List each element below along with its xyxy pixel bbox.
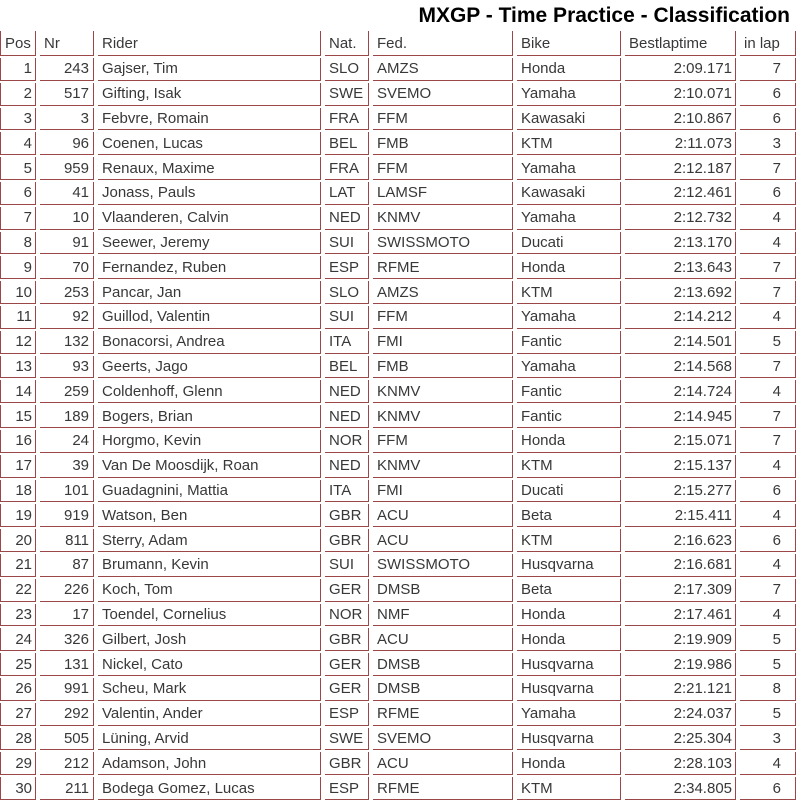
cell-nr: 505 xyxy=(40,728,94,751)
cell-bike: Kawasaki xyxy=(517,182,621,205)
cell-nr: 3 xyxy=(40,108,94,131)
cell-nat: SLO xyxy=(325,281,369,304)
cell-inlap: 4 xyxy=(740,504,796,527)
cell-bike: Honda xyxy=(517,752,621,775)
cell-bike: Husqvarna xyxy=(517,728,621,751)
cell-nat: NED xyxy=(325,380,369,403)
cell-rider: Adamson, John xyxy=(98,752,321,775)
cell-nr: 212 xyxy=(40,752,94,775)
table-row xyxy=(0,232,796,255)
cell-pos: 6 xyxy=(0,182,36,205)
cell-nat: NOR xyxy=(325,430,369,453)
cell-bike: Yamaha xyxy=(517,207,621,230)
cell-pos: 19 xyxy=(0,504,36,527)
cell-nr: 87 xyxy=(40,554,94,577)
cell-nr: 101 xyxy=(40,480,94,503)
cell-nat: FRA xyxy=(325,157,369,180)
cell-pos: 23 xyxy=(0,604,36,627)
cell-fed: AMZS xyxy=(373,281,513,304)
cell-inlap: 7 xyxy=(740,157,796,180)
cell-nr: 70 xyxy=(40,256,94,279)
cell-inlap: 6 xyxy=(740,182,796,205)
cell-nr: 41 xyxy=(40,182,94,205)
cell-nat: SUI xyxy=(325,232,369,255)
cell-bike: KTM xyxy=(517,132,621,155)
cell-rider: Lüning, Arvid xyxy=(98,728,321,751)
cell-pos: 4 xyxy=(0,132,36,155)
cell-rider: Gajser, Tim xyxy=(98,58,321,81)
cell-bestlaptime: 2:15.411 xyxy=(625,504,736,527)
column-header-nr: Nr xyxy=(40,31,94,56)
cell-nr: 292 xyxy=(40,703,94,726)
cell-nr: 92 xyxy=(40,306,94,329)
table-row xyxy=(0,380,796,403)
cell-nat: SUI xyxy=(325,306,369,329)
cell-bike: Beta xyxy=(517,504,621,527)
table-header xyxy=(0,31,796,56)
column-header-bestlaptime: Bestlaptime xyxy=(625,31,736,56)
cell-nr: 91 xyxy=(40,232,94,255)
table-row xyxy=(0,604,796,627)
cell-bestlaptime: 2:14.724 xyxy=(625,380,736,403)
cell-nat: GBR xyxy=(325,752,369,775)
cell-bike: Husqvarna xyxy=(517,678,621,701)
cell-fed: RFME xyxy=(373,777,513,800)
cell-rider: Watson, Ben xyxy=(98,504,321,527)
cell-fed: SWISSMOTO xyxy=(373,554,513,577)
cell-inlap: 3 xyxy=(740,728,796,751)
table-row xyxy=(0,207,796,230)
cell-fed: FFM xyxy=(373,157,513,180)
cell-nr: 96 xyxy=(40,132,94,155)
cell-inlap: 7 xyxy=(740,281,796,304)
cell-nr: 253 xyxy=(40,281,94,304)
cell-bestlaptime: 2:34.805 xyxy=(625,777,736,800)
table-row xyxy=(0,504,796,527)
cell-rider: Sterry, Adam xyxy=(98,529,321,552)
cell-bike: KTM xyxy=(517,777,621,800)
cell-pos: 24 xyxy=(0,628,36,651)
cell-rider: Seewer, Jeremy xyxy=(98,232,321,255)
table-row xyxy=(0,281,796,304)
table-row xyxy=(0,554,796,577)
cell-fed: SVEMO xyxy=(373,728,513,751)
cell-inlap: 4 xyxy=(740,207,796,230)
cell-pos: 17 xyxy=(0,455,36,478)
cell-inlap: 7 xyxy=(740,356,796,379)
cell-fed: FMI xyxy=(373,331,513,354)
cell-bestlaptime: 2:10.867 xyxy=(625,108,736,131)
cell-rider: Coenen, Lucas xyxy=(98,132,321,155)
cell-nat: SLO xyxy=(325,58,369,81)
cell-inlap: 7 xyxy=(740,405,796,428)
classification-table xyxy=(0,29,800,802)
cell-nat: FRA xyxy=(325,108,369,131)
cell-fed: FMI xyxy=(373,480,513,503)
cell-pos: 8 xyxy=(0,232,36,255)
cell-nat: NED xyxy=(325,405,369,428)
cell-fed: SVEMO xyxy=(373,83,513,106)
table-row xyxy=(0,405,796,428)
cell-nr: 959 xyxy=(40,157,94,180)
cell-nr: 131 xyxy=(40,653,94,676)
cell-fed: LAMSF xyxy=(373,182,513,205)
cell-bike: Yamaha xyxy=(517,83,621,106)
table-row xyxy=(0,430,796,453)
cell-bike: Ducati xyxy=(517,480,621,503)
cell-rider: Koch, Tom xyxy=(98,579,321,602)
cell-bestlaptime: 2:12.732 xyxy=(625,207,736,230)
cell-inlap: 5 xyxy=(740,628,796,651)
column-header-pos: Pos xyxy=(0,31,36,56)
table-row xyxy=(0,356,796,379)
cell-bestlaptime: 2:13.692 xyxy=(625,281,736,304)
cell-nr: 189 xyxy=(40,405,94,428)
cell-inlap: 3 xyxy=(740,132,796,155)
cell-rider: Fernandez, Ruben xyxy=(98,256,321,279)
cell-pos: 2 xyxy=(0,83,36,106)
cell-nat: ESP xyxy=(325,256,369,279)
cell-inlap: 4 xyxy=(740,306,796,329)
cell-nr: 991 xyxy=(40,678,94,701)
cell-inlap: 4 xyxy=(740,752,796,775)
table-row xyxy=(0,455,796,478)
cell-bestlaptime: 2:10.071 xyxy=(625,83,736,106)
cell-bestlaptime: 2:14.501 xyxy=(625,331,736,354)
cell-pos: 15 xyxy=(0,405,36,428)
cell-bestlaptime: 2:25.304 xyxy=(625,728,736,751)
cell-fed: KNMV xyxy=(373,207,513,230)
cell-inlap: 4 xyxy=(740,455,796,478)
cell-pos: 14 xyxy=(0,380,36,403)
cell-nat: BEL xyxy=(325,356,369,379)
cell-pos: 12 xyxy=(0,331,36,354)
cell-bestlaptime: 2:15.277 xyxy=(625,480,736,503)
cell-nat: BEL xyxy=(325,132,369,155)
cell-rider: Gilbert, Josh xyxy=(98,628,321,651)
cell-fed: KNMV xyxy=(373,405,513,428)
cell-fed: FFM xyxy=(373,108,513,131)
cell-inlap: 6 xyxy=(740,108,796,131)
page-title: MXGP - Time Practice - Classification xyxy=(418,4,790,27)
cell-inlap: 7 xyxy=(740,256,796,279)
cell-fed: FFM xyxy=(373,430,513,453)
cell-inlap: 4 xyxy=(740,380,796,403)
cell-bestlaptime: 2:14.212 xyxy=(625,306,736,329)
cell-pos: 29 xyxy=(0,752,36,775)
table-row xyxy=(0,331,796,354)
cell-nr: 39 xyxy=(40,455,94,478)
cell-rider: Coldenhoff, Glenn xyxy=(98,380,321,403)
cell-bike: Honda xyxy=(517,628,621,651)
cell-nat: ESP xyxy=(325,703,369,726)
cell-fed: FFM xyxy=(373,306,513,329)
cell-bike: Yamaha xyxy=(517,306,621,329)
cell-nr: 326 xyxy=(40,628,94,651)
cell-nat: GER xyxy=(325,678,369,701)
cell-rider: Horgmo, Kevin xyxy=(98,430,321,453)
cell-bestlaptime: 2:17.461 xyxy=(625,604,736,627)
table-row xyxy=(0,579,796,602)
cell-pos: 26 xyxy=(0,678,36,701)
cell-pos: 10 xyxy=(0,281,36,304)
cell-pos: 27 xyxy=(0,703,36,726)
cell-nat: GBR xyxy=(325,628,369,651)
cell-fed: ACU xyxy=(373,529,513,552)
cell-bestlaptime: 2:14.945 xyxy=(625,405,736,428)
table-row xyxy=(0,157,796,180)
cell-fed: ACU xyxy=(373,752,513,775)
cell-inlap: 6 xyxy=(740,777,796,800)
cell-nat: NED xyxy=(325,207,369,230)
table-row xyxy=(0,777,796,800)
cell-rider: Gifting, Isak xyxy=(98,83,321,106)
cell-bestlaptime: 2:13.643 xyxy=(625,256,736,279)
cell-inlap: 6 xyxy=(740,480,796,503)
cell-fed: FMB xyxy=(373,132,513,155)
cell-nat: ITA xyxy=(325,480,369,503)
cell-fed: DMSB xyxy=(373,678,513,701)
cell-nr: 93 xyxy=(40,356,94,379)
cell-nat: SWE xyxy=(325,728,369,751)
cell-rider: Renaux, Maxime xyxy=(98,157,321,180)
cell-rider: Bonacorsi, Andrea xyxy=(98,331,321,354)
cell-inlap: 5 xyxy=(740,653,796,676)
cell-bike: KTM xyxy=(517,529,621,552)
cell-rider: Pancar, Jan xyxy=(98,281,321,304)
cell-fed: RFME xyxy=(373,703,513,726)
cell-nat: LAT xyxy=(325,182,369,205)
cell-bike: Beta xyxy=(517,579,621,602)
cell-bestlaptime: 2:24.037 xyxy=(625,703,736,726)
header-row xyxy=(0,31,796,56)
cell-nr: 517 xyxy=(40,83,94,106)
cell-nat: GBR xyxy=(325,504,369,527)
cell-bike: KTM xyxy=(517,455,621,478)
cell-bike: Fantic xyxy=(517,405,621,428)
cell-bestlaptime: 2:14.568 xyxy=(625,356,736,379)
cell-inlap: 4 xyxy=(740,604,796,627)
cell-bestlaptime: 2:13.170 xyxy=(625,232,736,255)
cell-bike: Honda xyxy=(517,604,621,627)
cell-pos: 3 xyxy=(0,108,36,131)
cell-fed: ACU xyxy=(373,628,513,651)
cell-nr: 259 xyxy=(40,380,94,403)
cell-nr: 226 xyxy=(40,579,94,602)
cell-nr: 919 xyxy=(40,504,94,527)
table-row xyxy=(0,752,796,775)
cell-bike: Ducati xyxy=(517,232,621,255)
cell-nat: NOR xyxy=(325,604,369,627)
cell-rider: Jonass, Pauls xyxy=(98,182,321,205)
cell-rider: Brumann, Kevin xyxy=(98,554,321,577)
cell-pos: 7 xyxy=(0,207,36,230)
cell-bike: Honda xyxy=(517,58,621,81)
table-row xyxy=(0,628,796,651)
cell-fed: FMB xyxy=(373,356,513,379)
cell-fed: ACU xyxy=(373,504,513,527)
cell-nat: ESP xyxy=(325,777,369,800)
cell-inlap: 7 xyxy=(740,579,796,602)
cell-bestlaptime: 2:17.309 xyxy=(625,579,736,602)
cell-pos: 28 xyxy=(0,728,36,751)
cell-fed: AMZS xyxy=(373,58,513,81)
cell-inlap: 5 xyxy=(740,331,796,354)
cell-fed: KNMV xyxy=(373,380,513,403)
cell-inlap: 8 xyxy=(740,678,796,701)
cell-nr: 243 xyxy=(40,58,94,81)
cell-rider: Van De Moosdijk, Roan xyxy=(98,455,321,478)
cell-fed: KNMV xyxy=(373,455,513,478)
table-row xyxy=(0,108,796,131)
cell-inlap: 4 xyxy=(740,554,796,577)
cell-pos: 18 xyxy=(0,480,36,503)
table-row xyxy=(0,728,796,751)
cell-bestlaptime: 2:11.073 xyxy=(625,132,736,155)
cell-pos: 22 xyxy=(0,579,36,602)
column-header-nat: Nat. xyxy=(325,31,369,56)
cell-bike: Yamaha xyxy=(517,356,621,379)
table-row xyxy=(0,306,796,329)
cell-bike: Fantic xyxy=(517,331,621,354)
cell-nat: NED xyxy=(325,455,369,478)
cell-bike: Husqvarna xyxy=(517,554,621,577)
cell-pos: 16 xyxy=(0,430,36,453)
cell-fed: RFME xyxy=(373,256,513,279)
table-row xyxy=(0,653,796,676)
table-row xyxy=(0,480,796,503)
cell-bestlaptime: 2:16.623 xyxy=(625,529,736,552)
cell-bike: Fantic xyxy=(517,380,621,403)
cell-inlap: 7 xyxy=(740,58,796,81)
cell-rider: Scheu, Mark xyxy=(98,678,321,701)
cell-bestlaptime: 2:12.461 xyxy=(625,182,736,205)
cell-bestlaptime: 2:19.909 xyxy=(625,628,736,651)
cell-nat: GER xyxy=(325,579,369,602)
results-tbody xyxy=(0,58,796,800)
cell-pos: 20 xyxy=(0,529,36,552)
table-row xyxy=(0,703,796,726)
table-row xyxy=(0,182,796,205)
column-header-rider: Rider xyxy=(98,31,321,56)
cell-nat: ITA xyxy=(325,331,369,354)
table-row xyxy=(0,58,796,81)
cell-bestlaptime: 2:16.681 xyxy=(625,554,736,577)
cell-fed: DMSB xyxy=(373,579,513,602)
table-row xyxy=(0,678,796,701)
cell-rider: Febvre, Romain xyxy=(98,108,321,131)
cell-nr: 24 xyxy=(40,430,94,453)
column-header-inlap: in lap xyxy=(740,31,796,56)
cell-pos: 1 xyxy=(0,58,36,81)
table-row xyxy=(0,256,796,279)
table-row xyxy=(0,529,796,552)
cell-fed: NMF xyxy=(373,604,513,627)
cell-bestlaptime: 2:09.171 xyxy=(625,58,736,81)
table-row xyxy=(0,132,796,155)
cell-bestlaptime: 2:19.986 xyxy=(625,653,736,676)
cell-rider: Bogers, Brian xyxy=(98,405,321,428)
cell-nat: GBR xyxy=(325,529,369,552)
cell-bestlaptime: 2:15.071 xyxy=(625,430,736,453)
cell-bestlaptime: 2:21.121 xyxy=(625,678,736,701)
cell-rider: Valentin, Ander xyxy=(98,703,321,726)
cell-nr: 132 xyxy=(40,331,94,354)
column-header-bike: Bike xyxy=(517,31,621,56)
cell-bestlaptime: 2:28.103 xyxy=(625,752,736,775)
cell-bestlaptime: 2:12.187 xyxy=(625,157,736,180)
cell-pos: 11 xyxy=(0,306,36,329)
cell-bike: Honda xyxy=(517,256,621,279)
cell-nr: 17 xyxy=(40,604,94,627)
cell-nr: 811 xyxy=(40,529,94,552)
cell-fed: DMSB xyxy=(373,653,513,676)
cell-nat: SWE xyxy=(325,83,369,106)
cell-rider: Toendel, Cornelius xyxy=(98,604,321,627)
cell-inlap: 5 xyxy=(740,703,796,726)
cell-inlap: 4 xyxy=(740,232,796,255)
cell-bike: Yamaha xyxy=(517,703,621,726)
column-header-fed: Fed. xyxy=(373,31,513,56)
cell-bike: Yamaha xyxy=(517,157,621,180)
cell-bike: KTM xyxy=(517,281,621,304)
cell-nat: SUI xyxy=(325,554,369,577)
cell-rider: Guillod, Valentin xyxy=(98,306,321,329)
cell-inlap: 6 xyxy=(740,529,796,552)
cell-pos: 25 xyxy=(0,653,36,676)
cell-bike: Kawasaki xyxy=(517,108,621,131)
cell-pos: 9 xyxy=(0,256,36,279)
cell-rider: Geerts, Jago xyxy=(98,356,321,379)
cell-bike: Husqvarna xyxy=(517,653,621,676)
cell-bestlaptime: 2:15.137 xyxy=(625,455,736,478)
cell-nr: 10 xyxy=(40,207,94,230)
cell-rider: Guadagnini, Mattia xyxy=(98,480,321,503)
cell-inlap: 6 xyxy=(740,83,796,106)
cell-nr: 211 xyxy=(40,777,94,800)
cell-pos: 13 xyxy=(0,356,36,379)
cell-rider: Bodega Gomez, Lucas xyxy=(98,777,321,800)
cell-inlap: 7 xyxy=(740,430,796,453)
cell-bike: Honda xyxy=(517,430,621,453)
cell-pos: 21 xyxy=(0,554,36,577)
table-row xyxy=(0,83,796,106)
cell-rider: Nickel, Cato xyxy=(98,653,321,676)
cell-rider: Vlaanderen, Calvin xyxy=(98,207,321,230)
cell-pos: 30 xyxy=(0,777,36,800)
cell-pos: 5 xyxy=(0,157,36,180)
cell-nat: GER xyxy=(325,653,369,676)
cell-fed: SWISSMOTO xyxy=(373,232,513,255)
